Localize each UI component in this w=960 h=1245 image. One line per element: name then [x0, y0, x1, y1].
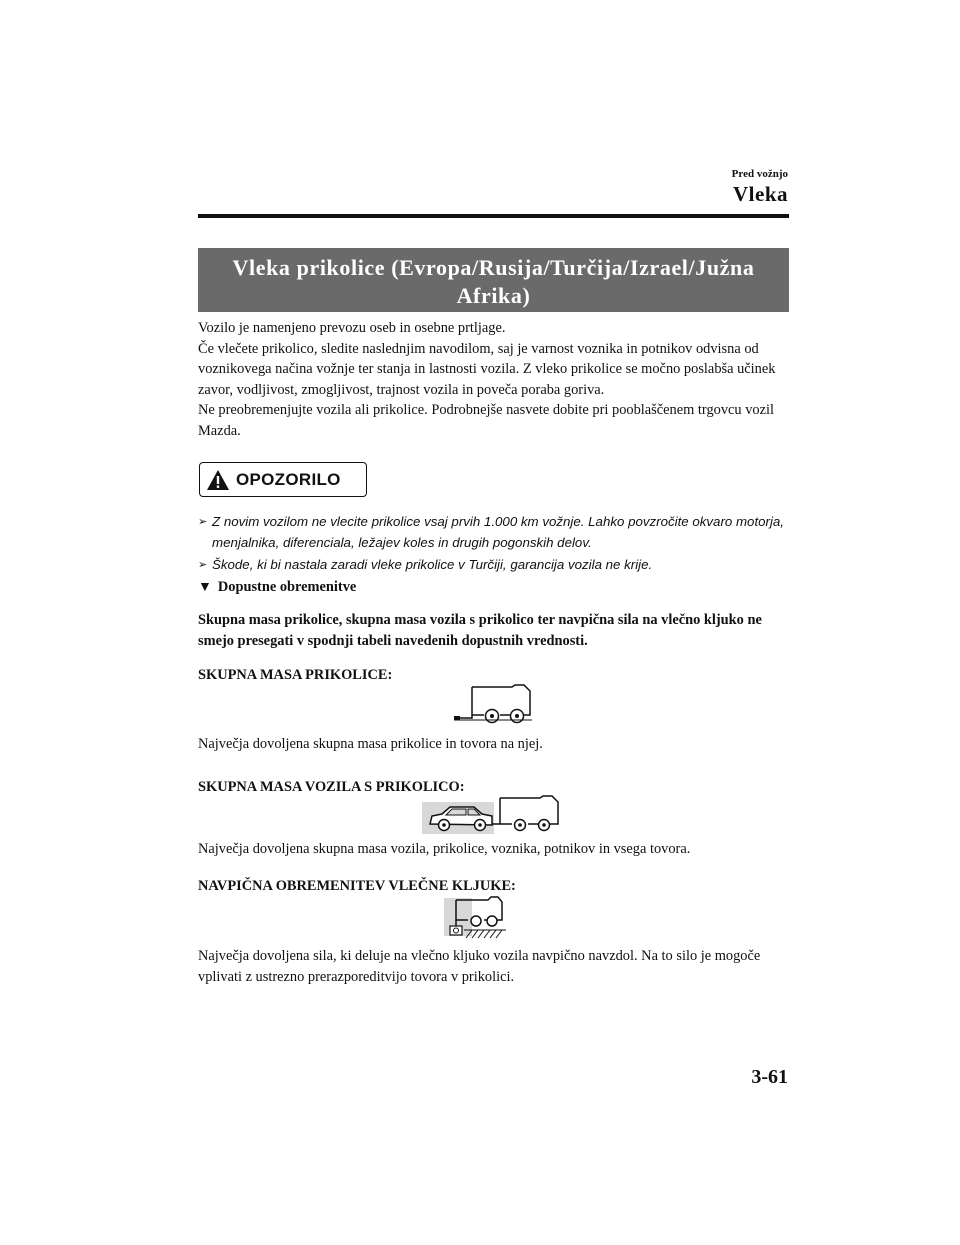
warning-label: OPOZORILO	[236, 469, 341, 489]
intro-line: Vozilo je namenjeno prevozu oseb in osebne prtljage.	[198, 320, 506, 336]
warning-badge	[199, 462, 367, 497]
running-header-section: Pred vožnjo	[731, 168, 788, 180]
entry-description: Največja dovoljena skupna masa prikolice in tovora na njej.	[198, 736, 543, 752]
car-with-trailer-icon	[422, 794, 562, 843]
entry-description: Največja dovoljena sila, ki deluje na vlečno kljuko vozila navpično navzdol. Na to silo je mogoče vplivati z ustrezno prerazporeditvijo tovora v prikolici.	[198, 948, 761, 985]
warning-list	[198, 512, 788, 578]
subsection-intro: Skupna masa prikolice, skupna masa vozila s prikolico ter navpična sila na vlečno kljuko ne smejo presegati v spodnji tabeli navedenih dopustnih vrednosti.	[198, 612, 762, 649]
entry-label-combined-mass: SKUPNA MASA VOZILA S PRIKOLICO:	[198, 779, 465, 795]
header-divider	[198, 214, 789, 218]
intro-paragraph-2: Ne preobremenjujte vozila ali prikolice. Podrobnejše nasvete dobite pri pooblaščenem trgovcu vozil Mazda.	[198, 402, 774, 439]
section-title: Vleka prikolice (Evropa/Rusija/Turčija/Izrael/Južna Afrika)	[198, 248, 789, 312]
bullet-arrow-icon: ➢	[198, 516, 208, 528]
tongue-load-icon	[444, 894, 506, 945]
running-header-title: Vleka	[733, 182, 788, 206]
warning-triangle-icon	[206, 469, 230, 491]
warning-item-text: Škode, ki bi nastala zaradi vleke prikolice v Turčiji, garancija vozila ne krije.	[212, 557, 653, 572]
trailer-icon	[450, 684, 534, 733]
page-number: 3-61	[751, 1066, 788, 1088]
subsection-title: Dopustne obremenitve	[217, 579, 357, 595]
subsection-heading	[198, 579, 356, 596]
warning-item	[198, 555, 788, 576]
intro-paragraph: Če vlečete prikolico, sledite naslednjim navodilom, saj je varnost voznika in potnikov odvisna od voznikovega načina vožnje ter stanja in lastnosti vozila. Z vleko prikolice se močno poslabša učinek zavor, vodljivost, zmogljivost, trajnost vozila in poveča poraba goriva.	[198, 340, 776, 398]
warning-item	[198, 512, 788, 553]
entry-description: Največja dovoljena skupna masa vozila, prikolice, voznika, potnikov in vsega tovora.	[198, 841, 691, 857]
intro-text	[198, 318, 788, 441]
warning-item-text: Z novim vozilom ne vlecite prikolice vsaj prvih 1.000 km vožnje. Lahko povzročite okvaro motorja, menjalnika, diferenciala, ležajev koles in drugih pogonskih delov.	[212, 514, 785, 550]
entry-label-trailer-mass: SKUPNA MASA PRIKOLICE:	[198, 667, 393, 683]
entry-label-tongue-load: NAVPIČNA OBREMENITEV VLEČNE KLJUKE:	[198, 878, 516, 894]
bullet-arrow-icon: ➢	[198, 559, 208, 571]
subsection-marker: ▼	[198, 580, 212, 595]
